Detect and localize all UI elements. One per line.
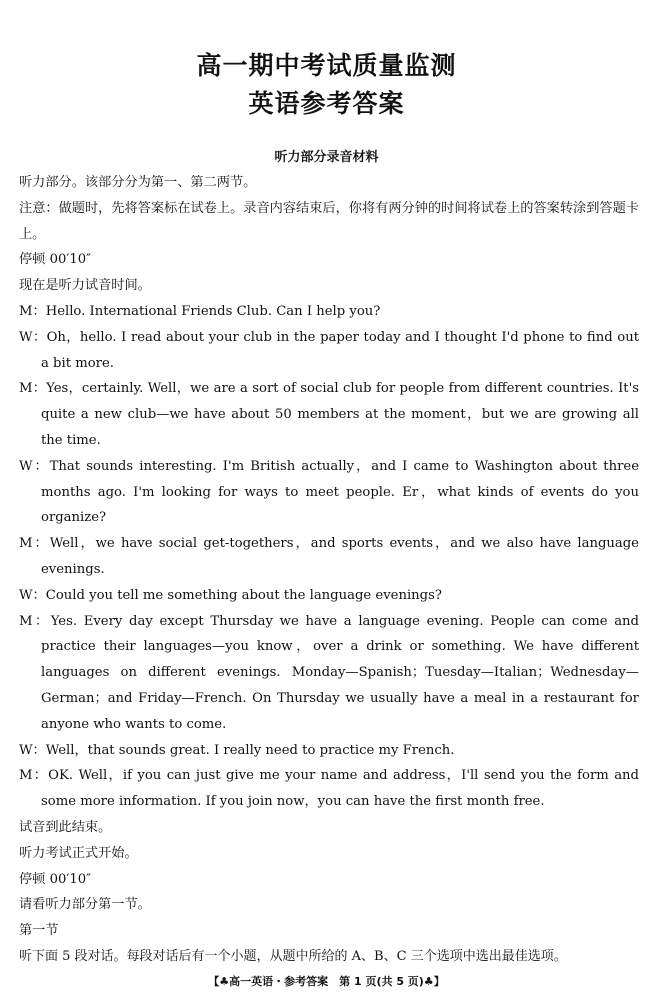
page-footer: 【♣高一英语・参考答案 第 1 页(共 5 页)♣】 — [208, 975, 445, 988]
page-subtitle: 英语参考答案 — [248, 89, 405, 118]
dialogue-line: W：Well，that sounds great. I really need to practice my French. — [19, 742, 455, 758]
dialogue-line: M：Yes，certainly. Well，we are a sort of social club for people from different countries. It's quite a new club—we have about 50 members at the moment，but we are growing all the time. — [19, 381, 639, 448]
pause-text: 停顿 00′10″ — [19, 252, 92, 268]
dialogue-line: M：Hello. International Friends Club. Can I help you? — [19, 303, 381, 319]
dialogue-line: M：Well，we have social get-togethers，and sports events，and we also have language evenings. — [19, 536, 639, 577]
pause-text: 停顿 00′10″ — [19, 871, 92, 887]
exam-start-text: 听力考试正式开始。 — [19, 845, 138, 861]
listening-transcript — [19, 170, 639, 970]
section-heading: 第一节 — [19, 923, 59, 939]
instruction-text: 听下面 5 段对话。每段对话后有一个小题，从题中所给的 A、B、C 三个选项中选出最佳选项。 — [19, 948, 567, 964]
note-text: 注意：做题时，先将答案标在试卷上。录音内容结束后，你将有两分钟的时间将试卷上的答案转涂到答题卡上。 — [19, 200, 639, 242]
dialogue-line: W：That sounds interesting. I'm British actually，and I came to Washington about three months ago. I'm looking for ways to meet people. Er，what kinds of events do you organize? — [19, 458, 639, 526]
trial-start-text: 现在是听力试音时间。 — [19, 278, 151, 294]
section-intro-text: 请看听力部分第一节。 — [19, 897, 151, 913]
dialogue-line: M：OK. Well，if you can just give me your name and address，I'll send you the form and some more information. If you join now，you can have the first month free. — [19, 768, 639, 810]
intro-text: 听力部分。该部分分为第一、第二两节。 — [19, 175, 257, 190]
section-title: 听力部分录音材料 — [274, 150, 379, 165]
dialogue-line: W：Could you tell me something about the language evenings? — [19, 587, 442, 603]
dialogue-line: M：Yes. Every day except Thursday we have a language evening. People can come and practice their languages—you know，over a drink or something. We have different languages on different evenings. Monday—Spanish；Tuesday—Italian；Wednesday—German；and Friday—French. On Thursday we usually have a meal in a restaurant for anyone who wants to come. — [19, 613, 639, 732]
page-title: 高一期中考试质量监测 — [196, 51, 457, 80]
trial-end-text: 试音到此结束。 — [19, 819, 112, 835]
dialogue-line: W：Oh，hello. I read about your club in the paper today and I thought I'd phone to find out a bit more. — [19, 329, 639, 371]
